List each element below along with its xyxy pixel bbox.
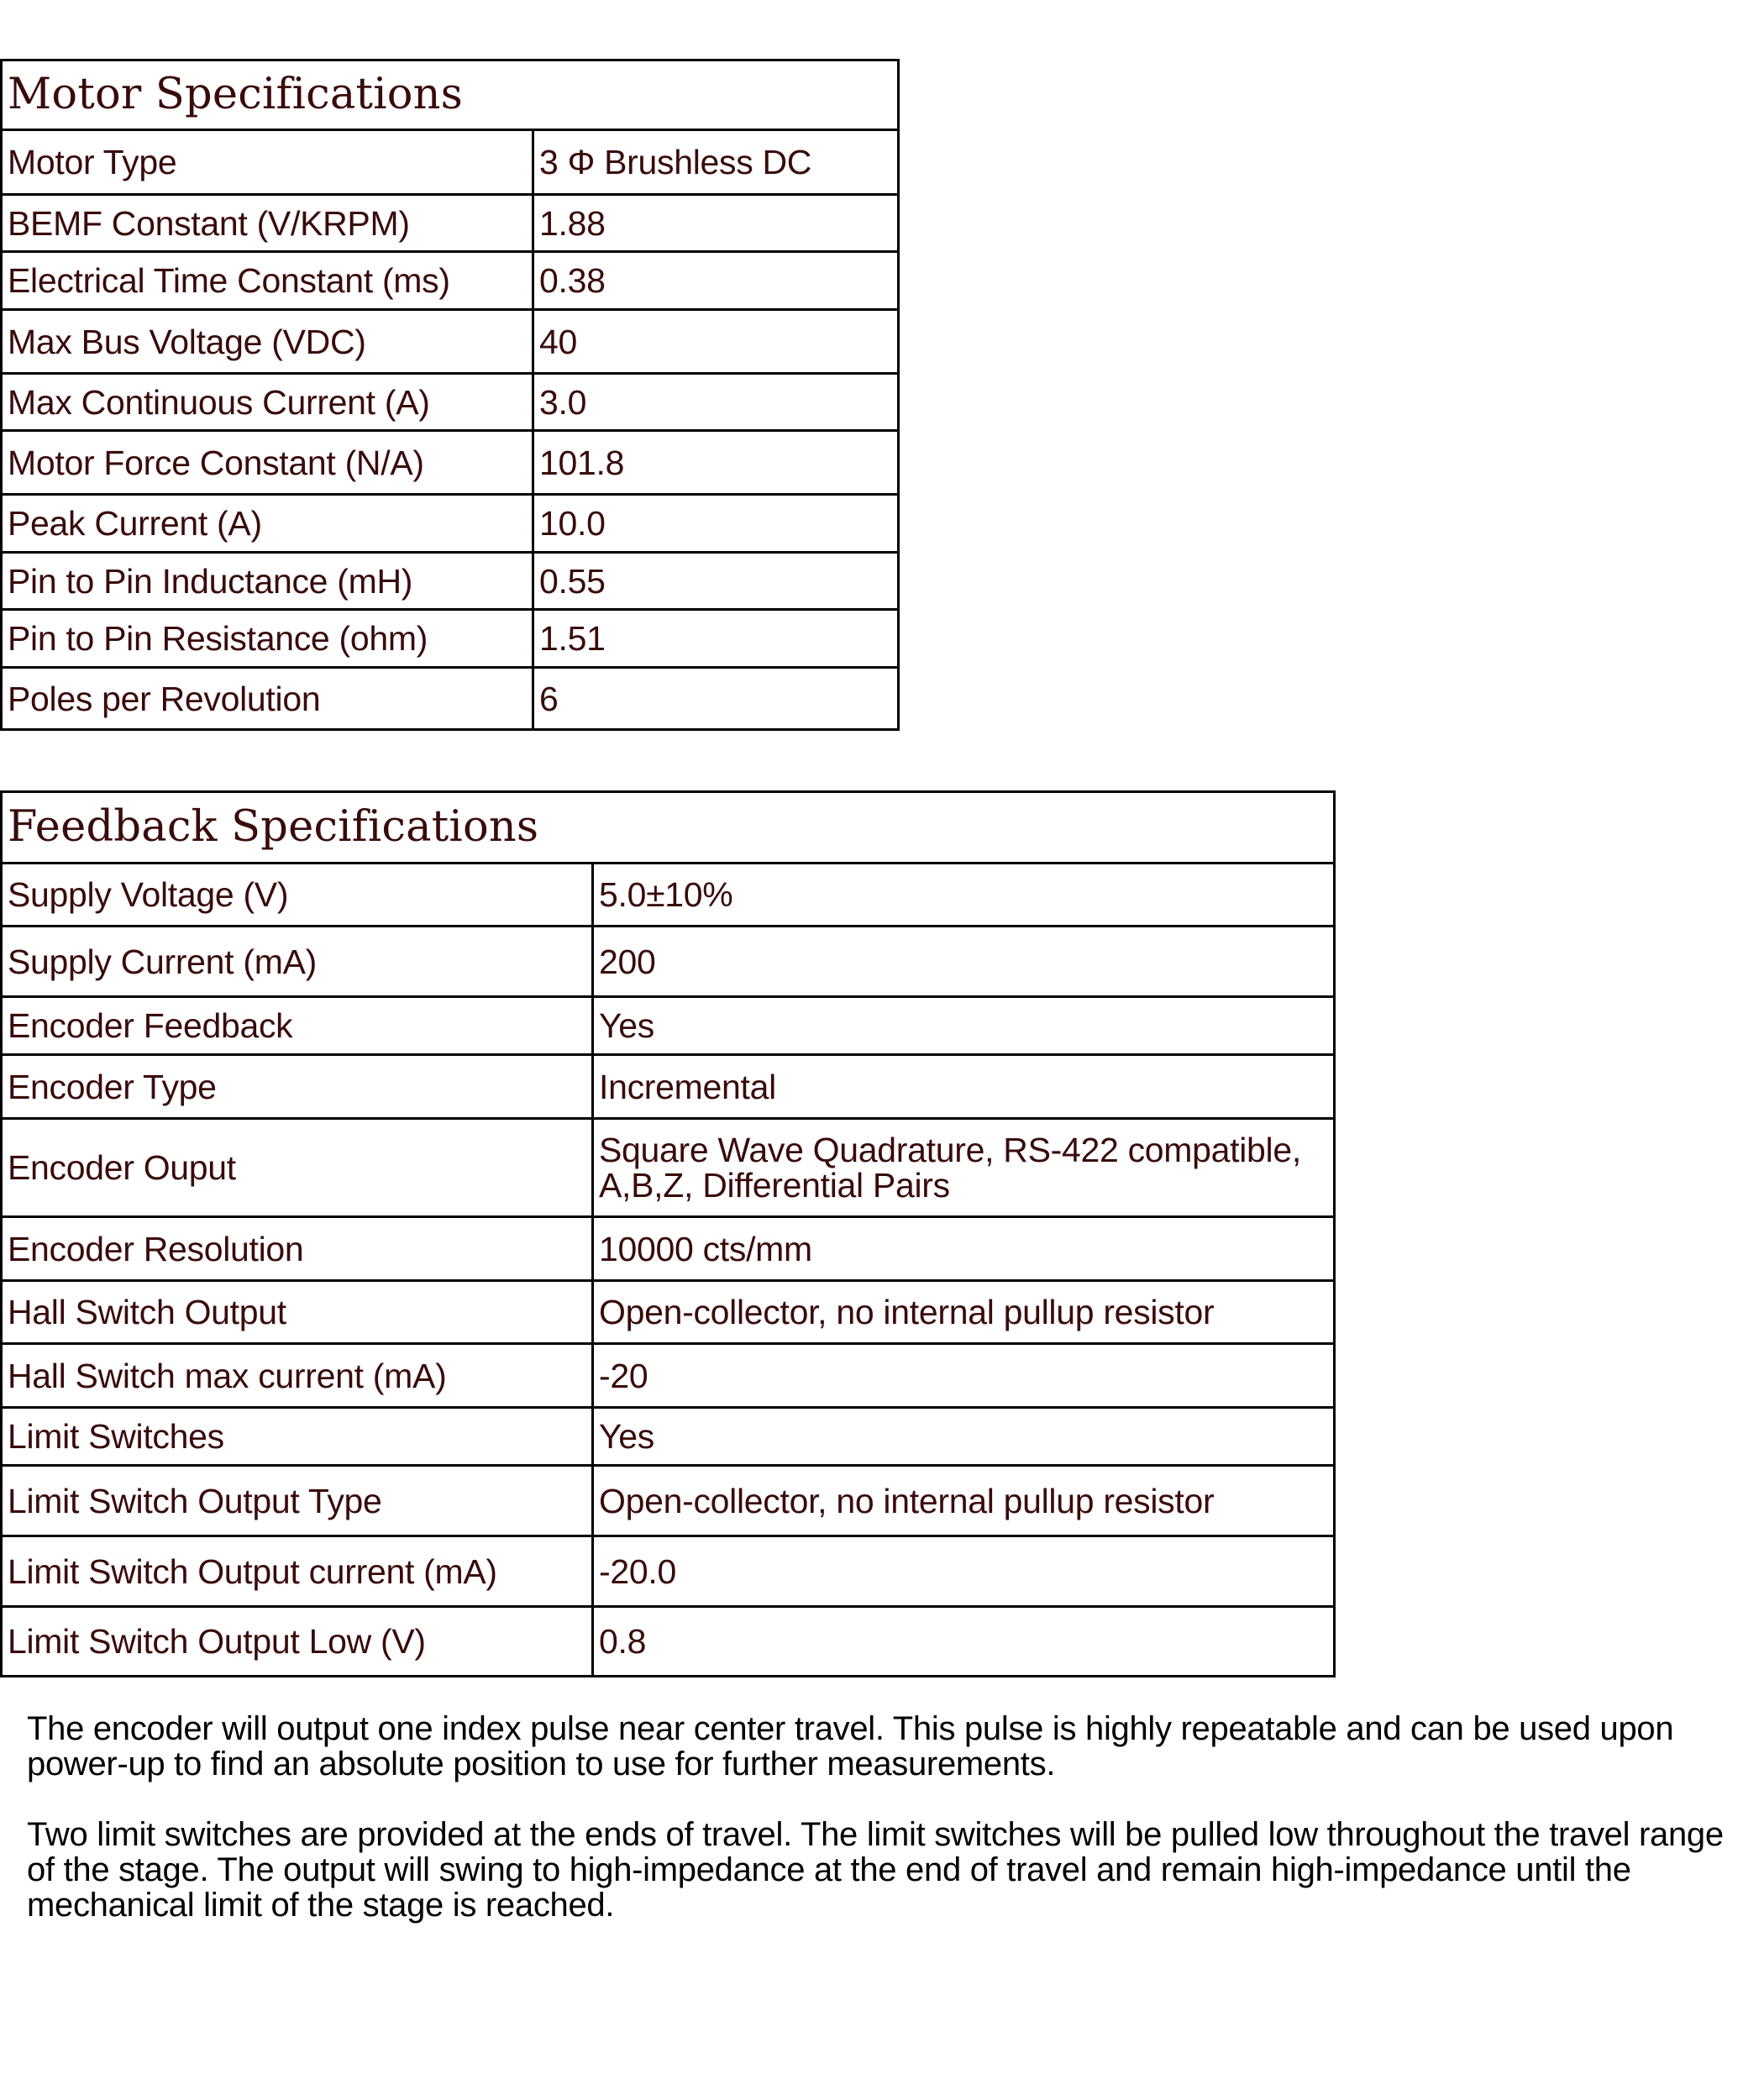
feedback-specifications-table: [0, 790, 1336, 1677]
spec-label: Encoder Resolution: [2, 1217, 593, 1281]
spec-label: Electrical Time Constant (ms): [2, 252, 533, 310]
spec-value: 1.88: [533, 195, 899, 252]
table-row: [2, 1408, 1335, 1466]
spec-label: Limit Switch Output Type: [2, 1466, 593, 1536]
spec-value: -20: [593, 1344, 1335, 1408]
spec-value: Open-collector, no internal pullup resistor: [593, 1281, 1335, 1344]
table-row: [2, 1217, 1335, 1281]
table-row: [2, 195, 899, 252]
table-row: [2, 431, 899, 495]
spec-label: Max Continuous Current (A): [2, 374, 533, 431]
spec-label: Encoder Ouput: [2, 1119, 593, 1217]
table-row: [2, 1344, 1335, 1408]
spec-value: 5.0±10%: [593, 864, 1335, 927]
spec-value: Incremental: [593, 1055, 1335, 1119]
spec-label: Limit Switches: [2, 1408, 593, 1466]
index-pulse-note: The encoder will output one index pulse near center travel. This pulse is highly repeatable and can be used upon power-up to find an absolute position to use for further measurements.: [27, 1710, 1674, 1782]
spec-label: Supply Voltage (V): [2, 864, 593, 927]
spec-value: 6: [533, 668, 899, 730]
table-row: [2, 553, 899, 610]
table-row: [2, 927, 1335, 997]
table-row: [2, 252, 899, 310]
table-row: [2, 374, 899, 431]
table-row: [2, 495, 899, 553]
spec-value: Yes: [593, 997, 1335, 1055]
table-row: [2, 997, 1335, 1055]
spec-label: Encoder Type: [2, 1055, 593, 1119]
spec-label: Limit Switch Output Low (V): [2, 1607, 593, 1677]
spec-label: BEMF Constant (V/KRPM): [2, 195, 533, 252]
spec-value: 200: [593, 927, 1335, 997]
spec-label: Motor Force Constant (N/A): [2, 431, 533, 495]
motor-specifications-title: Motor Specifications: [2, 60, 899, 130]
spec-value: 0.38: [533, 252, 899, 310]
spec-value: 3 Φ Brushless DC: [533, 130, 899, 195]
table-row: [2, 1466, 1335, 1536]
spec-value: 3.0: [533, 374, 899, 431]
spec-value: 10000 cts/mm: [593, 1217, 1335, 1281]
spec-value: Yes: [593, 1408, 1335, 1466]
spec-label: Hall Switch Output: [2, 1281, 593, 1344]
spec-label: Pin to Pin Resistance (ohm): [2, 610, 533, 668]
spec-value: 0.8: [593, 1607, 1335, 1677]
spec-label: Poles per Revolution: [2, 668, 533, 730]
table-row: [2, 310, 899, 374]
limit-switches-note: Two limit switches are provided at the ends of travel. The limit switches will be pulled low throughout the travel range of the stage. The output will swing to high-impedance at the end of travel and remain high-impedance until the mechanical limit of the stage is reached.: [27, 1816, 1724, 1924]
spec-value: 0.55: [533, 553, 899, 610]
spec-label: Motor Type: [2, 130, 533, 195]
table-row: [2, 1055, 1335, 1119]
spec-value-text: Square Wave Quadrature, RS-422 compatible, A,B,Z, Differential Pairs: [599, 1131, 1301, 1205]
table-row: [2, 1119, 1335, 1217]
spec-value: 1.51: [533, 610, 899, 668]
table-row: [2, 610, 899, 668]
table-row: [2, 668, 899, 730]
table-row: [2, 130, 899, 195]
spec-label: Encoder Feedback: [2, 997, 593, 1055]
spec-label: Pin to Pin Inductance (mH): [2, 553, 533, 610]
feedback-specifications-title: Feedback Specifications: [2, 792, 1335, 864]
spec-value: 10.0: [533, 495, 899, 553]
motor-specifications-table: [0, 59, 900, 731]
spec-label: Supply Current (mA): [2, 927, 593, 997]
spec-value: [593, 1119, 1335, 1217]
spec-label: Limit Switch Output current (mA): [2, 1536, 593, 1607]
spec-value: -20.0: [593, 1536, 1335, 1607]
spec-value: Open-collector, no internal pullup resistor: [593, 1466, 1335, 1536]
spec-label: Hall Switch max current (mA): [2, 1344, 593, 1408]
spec-value: 40: [533, 310, 899, 374]
table-row: [2, 1607, 1335, 1677]
spec-label: Peak Current (A): [2, 495, 533, 553]
table-row: [2, 864, 1335, 927]
table-row: [2, 1536, 1335, 1607]
table-row: [2, 1281, 1335, 1344]
spec-label: Max Bus Voltage (VDC): [2, 310, 533, 374]
spec-value: 101.8: [533, 431, 899, 495]
